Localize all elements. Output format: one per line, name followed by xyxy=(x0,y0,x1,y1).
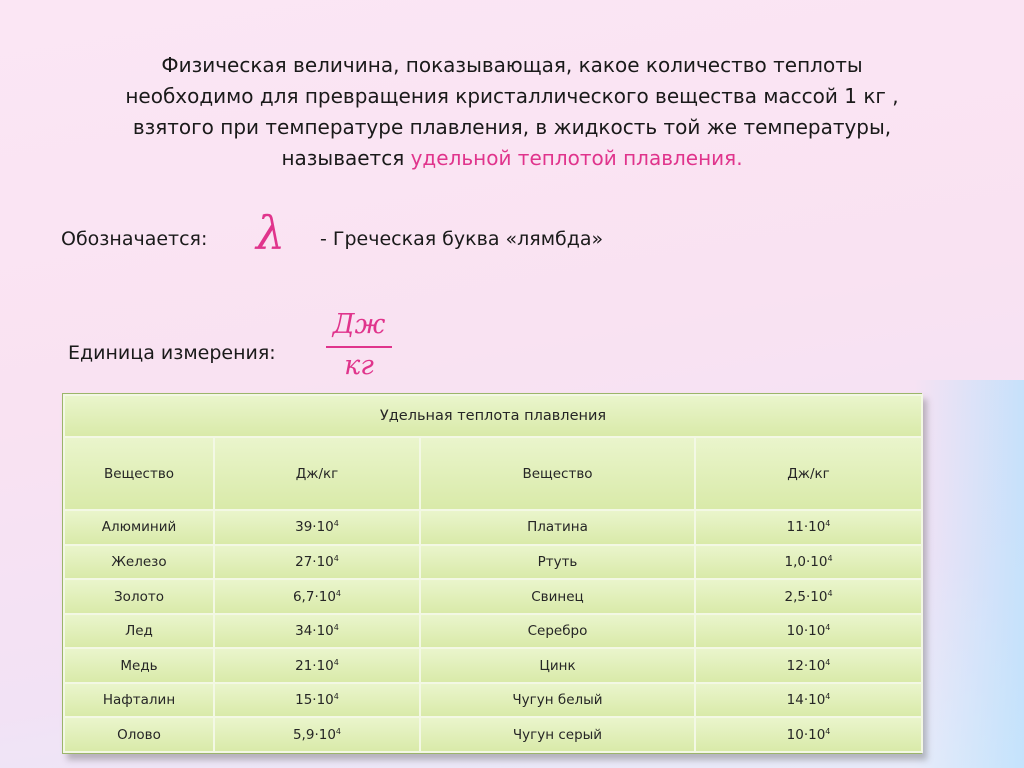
substance-cell: Ртуть xyxy=(420,545,695,580)
column-header: Вещество xyxy=(420,437,695,510)
table-body xyxy=(64,510,922,752)
substance-cell: Цинк xyxy=(420,648,695,683)
heat-value-cell: $10\cdot 10^4$ xyxy=(695,717,922,752)
exponent: 4 xyxy=(333,692,339,702)
exponent: 4 xyxy=(335,726,342,736)
column-header: Дж/кг xyxy=(695,437,922,510)
unit-numerator: Дж xyxy=(332,309,386,340)
heat-value-cell: $11\cdot 10^4$ xyxy=(695,510,922,545)
table-row xyxy=(64,717,922,752)
table-row xyxy=(64,545,922,580)
heat-value-cell: $39\cdot 10^4$ xyxy=(214,510,420,545)
heat-value-cell: $12\cdot 10^4$ xyxy=(695,648,922,683)
unit-label: Единица измерения: xyxy=(68,342,276,364)
table-row xyxy=(64,579,922,614)
heat-value-cell: $2,5\cdot 10^4$ xyxy=(695,579,922,614)
exponent: 4 xyxy=(827,588,833,598)
table-header-row xyxy=(64,437,922,510)
substance-cell: Лед xyxy=(64,614,214,649)
heat-value-cell: $14\cdot 10^4$ xyxy=(695,683,922,718)
definition-text xyxy=(40,50,984,174)
heat-value-cell: $27\cdot 10^4$ xyxy=(214,545,420,580)
table-caption: Удельная теплота плавления xyxy=(64,395,922,437)
exponent: 4 xyxy=(333,623,339,633)
substance-cell: Платина xyxy=(420,510,695,545)
table-row xyxy=(64,683,922,718)
unit-fraction xyxy=(326,308,392,381)
heat-value-cell: $15\cdot 10^4$ xyxy=(214,683,420,718)
substance-cell: Свинец xyxy=(420,579,695,614)
column-header: Дж/кг xyxy=(214,437,420,510)
exponent: 4 xyxy=(825,726,831,736)
exponent: 4 xyxy=(333,553,339,563)
substance-cell: Чугун серый xyxy=(420,717,695,752)
heat-value-cell: $1,0\cdot 10^4$ xyxy=(695,545,922,580)
definition-line-1: Физическая величина, показывающая, какое количество теплоты xyxy=(161,53,863,77)
substance-cell: Олово xyxy=(64,717,214,752)
exponent: 4 xyxy=(335,588,342,598)
heat-value-cell: $21\cdot 10^4$ xyxy=(214,648,420,683)
symbol-label: Обозначается: xyxy=(61,228,208,250)
substance-cell: Железо xyxy=(64,545,214,580)
defined-term: удельной теплотой плавления. xyxy=(410,146,743,170)
heat-value-cell: $6,7\cdot 10^4$ xyxy=(214,579,420,614)
substance-cell: Нафталин xyxy=(64,683,214,718)
definition-line-3: взятого при температуре плавления, в жидкость той же температуры, xyxy=(132,115,892,139)
heat-value-cell: $34\cdot 10^4$ xyxy=(214,614,420,649)
substance-cell: Медь xyxy=(64,648,214,683)
definition-line-4: называется xyxy=(281,146,411,170)
exponent: 4 xyxy=(825,623,831,633)
unit-denominator: кг xyxy=(344,350,374,381)
exponent: 4 xyxy=(827,553,833,563)
substance-cell: Чугун белый xyxy=(420,683,695,718)
table-row xyxy=(64,614,922,649)
substance-cell: Золото xyxy=(64,579,214,614)
exponent: 4 xyxy=(825,519,831,529)
lambda-symbol: λ xyxy=(256,206,286,260)
background-glow xyxy=(914,380,1024,768)
substance-cell: Серебро xyxy=(420,614,695,649)
substance-cell: Алюминий xyxy=(64,510,214,545)
exponent: 4 xyxy=(825,657,831,667)
heat-of-fusion-table xyxy=(62,393,922,754)
heat-value-cell: $5,9\cdot 10^4$ xyxy=(214,717,420,752)
exponent: 4 xyxy=(825,692,831,702)
exponent: 4 xyxy=(333,657,339,667)
heat-value-cell: $10\cdot 10^4$ xyxy=(695,614,922,649)
exponent: 4 xyxy=(333,519,339,529)
column-header: Вещество xyxy=(64,437,214,510)
fraction-bar xyxy=(326,346,392,348)
table-row xyxy=(64,510,922,545)
symbol-description: - Греческая буква «лямбда» xyxy=(320,228,604,250)
table-row xyxy=(64,648,922,683)
definition-line-2: необходимо для превращения кристаллического вещества массой 1 кг , xyxy=(125,84,899,108)
